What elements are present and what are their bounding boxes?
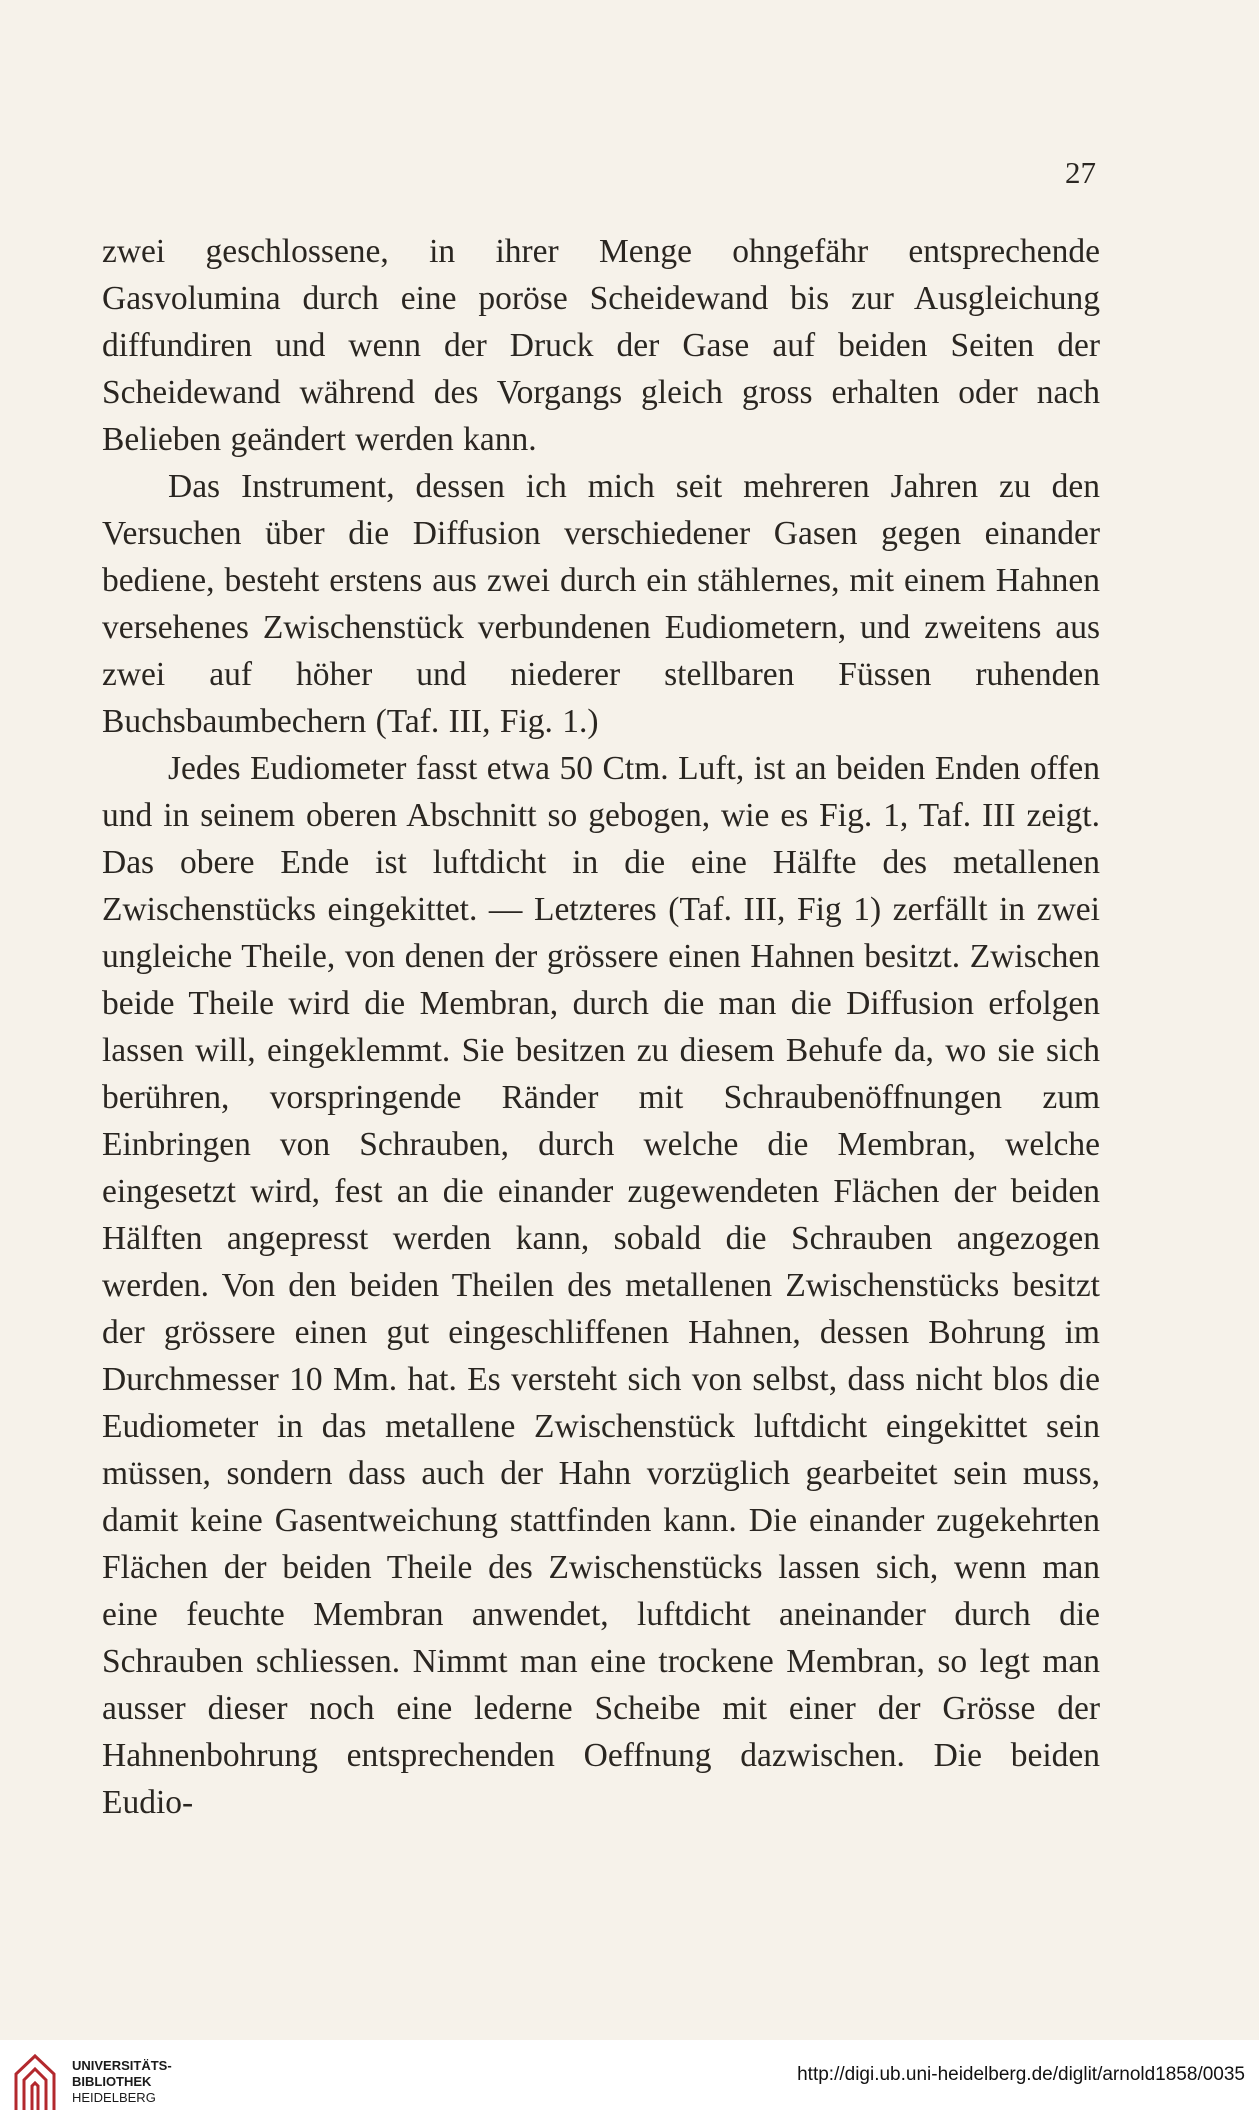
body-text (102, 228, 1100, 1826)
footer-bar (0, 2040, 1259, 2125)
library-name-line-3: HEIDELBERG (72, 2090, 156, 2105)
library-logo-icon (12, 2052, 58, 2114)
library-name-line-2: BIBLIOTHEK (72, 2074, 152, 2089)
page-number: 27 (1065, 155, 1096, 190)
paragraph-1: zwei geschlossene, in ihrer Menge ohngefähr entsprechende Gasvolumina durch eine poröse Scheidewand bis zur Ausgleichung diffundiren und wenn der Druck der Gase auf beiden Seiten der Scheidewand während des Vorgangs gleich gross erhalten oder nach Belieben geändert werden kann. (102, 233, 1100, 458)
source-url-link[interactable]: http://digi.ub.uni-heidelberg.de/diglit/arnold1858/0035 (797, 2064, 1245, 2085)
library-name-line-1: UNIVERSITÄTS- (72, 2058, 172, 2073)
paragraph-3: Jedes Eudiometer fasst etwa 50 Ctm. Luft, ist an beiden Enden offen und in seinem oberen Abschnitt so gebogen, wie es Fig. 1, Taf. III zeigt. Das obere Ende ist luftdicht in die eine Hälfte des metallenen Zwischenstücks eingekittet. — Letzteres (Taf. III, Fig 1) zerfällt in zwei ungleiche Theile, von denen der grössere einen Hahnen besitzt. Zwischen beide Theile wird die Membran, durch die man die Diffusion erfolgen lassen will, eingeklemmt. Sie besitzen zu diesem Behufe da, wo sie sich berühren, vorspringende Ränder mit Schraubenöffnungen zum Einbringen von Schrauben, durch welche die Membran, welche eingesetzt wird, fest an die einander zugewendeten Flächen der beiden Hälften angepresst werden kann, sobald die Schrauben angezogen werden. Von den beiden Theilen des metallenen Zwischenstücks besitzt der grössere einen gut eingeschliffenen Hahnen, dessen Bohrung im Durchmesser 10 Mm. hat. Es versteht sich von selbst, dass nicht blos die Eudiometer in das metallene Zwischenstück luftdicht eingekittet sein müssen, sondern dass auch der Hahn vorzüglich gearbeitet sein muss, damit keine Gasentweichung stattfinden kann. Die einander zugekehrten Flächen der beiden Theile des Zwischenstücks lassen sich, wenn man eine feuchte Membran anwendet, luftdicht aneinander durch die Schrauben schliessen. Nimmt man eine trockene Membran, so legt man ausser dieser noch eine lederne Scheibe mit einer der Grösse der Hahnenbohrung entsprechenden Oeffnung dazwischen. Die beiden Eudio- (102, 750, 1100, 1821)
paragraph-2: Das Instrument, dessen ich mich seit mehreren Jahren zu den Versuchen über die Diffusion verschiedener Gasen gegen einander bediene, besteht erstens aus zwei durch ein stählernes, mit einem Hahnen versehenes Zwischenstück verbundenen Eudiometern, und zweitens aus zwei auf höher und niederer stellbaren Füssen ruhenden Buchsbaumbechern (Taf. III, Fig. 1.) (102, 468, 1100, 740)
library-name (72, 2058, 172, 2106)
